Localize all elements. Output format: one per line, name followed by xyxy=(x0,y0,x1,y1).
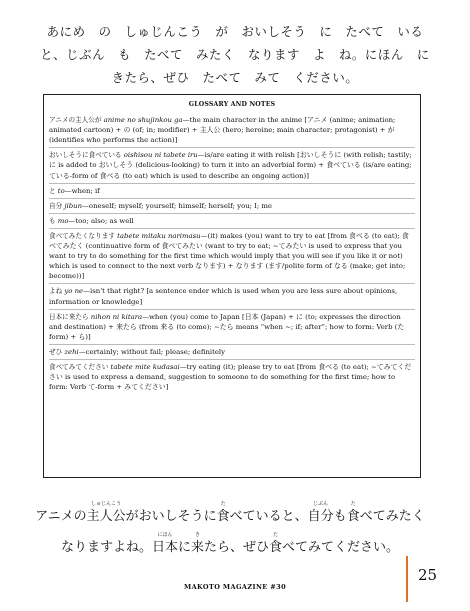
magazine-footer: MAKOTO MAGAZINE #30 xyxy=(183,583,286,591)
sentence-segment xyxy=(87,500,126,525)
glossary-entry xyxy=(49,310,415,345)
entry-definition: —when (you) come to Japan [日本 (Japan) + に (to; expresses the direction and destination) + 来たら (from 来る (to come); ~たら means “when ~; if; after”; how to form: Verb (た form) + ら)] xyxy=(49,312,405,341)
entry-japanese: 日本に来たら xyxy=(49,312,89,321)
sentence-text: べてみたく xyxy=(359,509,425,524)
sentence-segment xyxy=(308,500,334,525)
sentence-text: アニメの xyxy=(35,509,87,524)
entry-romaji: tabete mite kudasai xyxy=(110,362,180,371)
entry-japanese: 食べてみてください xyxy=(49,362,109,371)
entry-japanese: おいしそうに食べている xyxy=(49,151,122,160)
glossary-entry xyxy=(49,113,415,148)
sentence-segment xyxy=(347,500,360,525)
entry-japanese: 食べてみたくなります xyxy=(49,231,115,240)
sentence-segment xyxy=(269,531,282,556)
sentence-text: に xyxy=(177,540,191,555)
entry-definition: —isn't that right? [a sentence ender which is used when you are less sure about opinions, information or knowledge] xyxy=(49,287,398,306)
entry-japanese: 自分 xyxy=(49,201,63,210)
sentence-segment xyxy=(360,500,425,525)
glossary-entry xyxy=(49,360,415,394)
sentence-text: べてみてください。 xyxy=(282,540,400,555)
furigana-reading: しゅじんこう xyxy=(91,501,122,507)
entry-romaji: yo ne xyxy=(64,287,84,296)
sentence-text: 食 xyxy=(346,509,360,524)
glossary-entry xyxy=(49,199,415,214)
entry-definition: —the main character in the anime [アニメ (anime; animation; animated cartoon) + の (of; in; modifier) + 主人公 (hero; heroine; main character; protagonist) + が (identifies who performs the action)] xyxy=(49,116,396,145)
sentence-text: がおいしそうに xyxy=(125,509,217,524)
entry-japanese: も xyxy=(49,216,56,225)
entry-romaji: jibun xyxy=(64,201,83,210)
sentence-segment xyxy=(61,531,152,556)
sentence-text: 食 xyxy=(216,509,230,524)
sentence-text: 主人公 xyxy=(86,509,126,524)
entry-definition: —when; if xyxy=(64,186,100,195)
sentence-segment xyxy=(217,500,230,525)
entry-romaji: anime no shujinkou ga xyxy=(103,116,183,125)
entry-definition: —(it) makes (you) want to try to eat [from 食べる (to eat); 食べてみたく (continuative form of 食べてみたい (want to try to eat; ~てみたい is used to express that you want to try to do something for the first time which would imply that you will see if you like it or not) which is used to connect to the next verb なります) + なります (ます/polite form of なる (make; get into; become))] xyxy=(49,231,409,281)
furigana-sentence xyxy=(30,500,430,562)
sentence-line-2 xyxy=(30,531,430,556)
furigana-reading: にほん xyxy=(157,532,173,538)
sentence-segment xyxy=(178,531,191,556)
entry-definition: —too; also; as well xyxy=(68,216,134,225)
entry-romaji: nihon ni kitara xyxy=(90,312,143,321)
sentence-segment xyxy=(152,531,178,556)
furigana-reading: き xyxy=(194,532,200,538)
entry-definition: —is/are eating it with relish [おいしそうに (with relish; tastily; に is added to おいしそう (delicious-looking) to turn it into an adverbial form) + 食べている (is/are eating; ている-form of 食べる (to eat) which is used to describe an ongoing action)] xyxy=(49,151,412,180)
sentence-text: 自分 xyxy=(307,509,334,524)
kana-line: と、じぶん も たべて みたく なります よ ね。にほん に xyxy=(40,47,430,62)
glossary-entry xyxy=(49,148,415,183)
entry-japanese: ぜひ xyxy=(49,347,63,356)
glossary-entry xyxy=(49,284,415,309)
furigana-reading: た xyxy=(273,532,279,538)
sentence-segment xyxy=(191,531,204,556)
entry-definition: —try eating (it); please try to eat [from 食べる (to eat); ~てみてください is used to express a demand, suggestion to someone to do something for the first time; how to form: Verb て-form + みてください] xyxy=(49,362,412,392)
sentence-text: も xyxy=(333,509,347,524)
page-accent-bar xyxy=(406,556,408,602)
furigana-reading: じぶん xyxy=(313,501,329,507)
sentence-segment xyxy=(126,500,217,525)
entry-japanese: と xyxy=(49,186,56,195)
glossary-entry xyxy=(49,229,415,284)
sentence-text: 日本 xyxy=(151,540,178,555)
page-number: 25 xyxy=(418,566,438,584)
sentence-segment xyxy=(334,500,347,525)
furigana-reading: た xyxy=(220,501,226,507)
glossary-entry xyxy=(49,345,415,360)
glossary-entry xyxy=(49,214,415,229)
sentence-text: べていると、 xyxy=(229,509,308,524)
entry-definition: —certainly; without fail; please; definitely xyxy=(78,347,226,356)
kana-line: きたら、ぜひ たべて みて ください。 xyxy=(111,70,359,85)
sentence-text: 食 xyxy=(269,540,283,555)
entry-japanese: アニメの主人公が xyxy=(49,116,102,125)
entry-romaji: to xyxy=(57,186,65,195)
glossary-title: GLOSSARY AND NOTES xyxy=(188,101,276,108)
furigana-reading: た xyxy=(350,501,356,507)
sentence-text: たら、ぜひ xyxy=(204,540,270,555)
entry-romaji: mo xyxy=(57,216,69,225)
entry-japanese: よね xyxy=(49,287,63,296)
entry-romaji: zehi xyxy=(64,347,79,356)
sentence-segment xyxy=(35,500,86,525)
kana-line: あにめ の しゅじんこう が おいしそう に たべて いる xyxy=(46,24,424,39)
glossary-box xyxy=(43,94,421,478)
sentence-line-1 xyxy=(30,500,430,525)
entry-romaji: tabete mitaku narimasu xyxy=(117,231,201,240)
sentence-segment xyxy=(282,531,399,556)
glossary-entry xyxy=(49,184,415,199)
sentence-text: 来 xyxy=(190,540,204,555)
entry-romaji: oishisou ni tabete iru xyxy=(123,151,198,160)
sentence-text: なりますよね。 xyxy=(60,540,152,555)
glossary-entries xyxy=(49,113,415,394)
entry-definition: —oneself; myself; yourself; himself; herself; you; I; me xyxy=(82,201,273,210)
sentence-segment xyxy=(230,500,308,525)
romanized-kana-passage xyxy=(30,20,440,89)
sentence-segment xyxy=(204,531,269,556)
